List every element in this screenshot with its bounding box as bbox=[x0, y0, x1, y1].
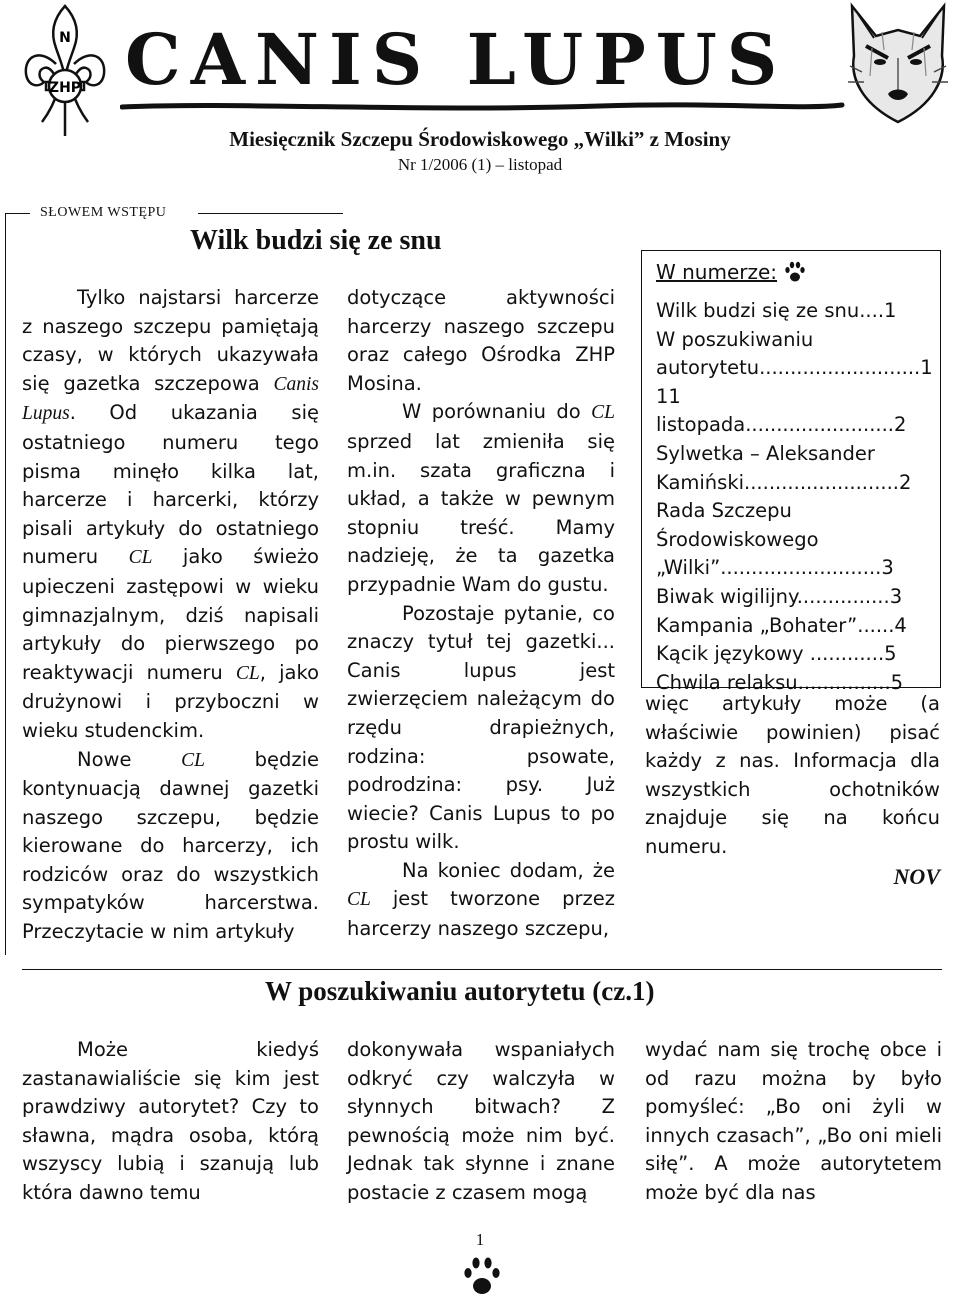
toc-item[interactable]: Rada Szczepu Środowiskowego „Wilki”..........................3 bbox=[656, 499, 894, 580]
text-run: wydać nam się trochę obce i od razu można by było pomyśleć: „Bo oni żyli w innych czasach”, „Bo oni mieli siłę”. A może autorytetem może być dla nas bbox=[645, 1038, 942, 1204]
section-divider bbox=[22, 969, 942, 970]
author-signature: NOV bbox=[893, 864, 940, 889]
text-run: Może kiedyś zastanawialiście się kim jest prawdziwy autorytet? Czy to sławna, mądra osoba, którą wszyscy lubią i szanują lub która dawno temu bbox=[22, 1038, 319, 1204]
text-run: Nowe bbox=[77, 747, 182, 771]
paw-print-icon bbox=[783, 260, 807, 284]
text-run: W porównaniu do bbox=[402, 400, 592, 424]
toc-item[interactable]: W poszukiwaniu autorytetu..........................1 bbox=[656, 327, 933, 380]
toc-item[interactable]: Biwak wigilijny...............3 bbox=[656, 584, 903, 608]
text-run: dokonywała wspaniałych odkryć czy walczyła w słynnych bitwach? Z pewnością może nim być. Jednak tak słynne i znane postacie z czasem mogą bbox=[347, 1038, 615, 1204]
article-column bbox=[22, 1036, 319, 1208]
toc-item[interactable]: Chwila relaksu...............5 bbox=[656, 670, 904, 694]
text-run: CL bbox=[181, 749, 205, 771]
text-run: Tylko najstarsi harcerze z naszego szczepu pamiętają czasy, w których ukazywała się gazetka szczepowa bbox=[22, 286, 319, 395]
text-run: Pozostaje pytanie, co znaczy tytuł tej gazetki... Canis lupus jest zwierzęciem należącym do rzędu drapieżnych, rodzina: psowate, podrodzina: psy. Już wiecie? Canis Lupus to po prostu wilk. bbox=[347, 601, 615, 854]
paw-print-icon bbox=[462, 1254, 502, 1298]
article-column bbox=[645, 1036, 942, 1208]
toc-list bbox=[656, 297, 933, 697]
text-run: CL bbox=[235, 662, 260, 684]
text-run: jest tworzone przez harcerzy naszego szczepu, bbox=[347, 887, 615, 941]
fleur-de-lis-icon bbox=[20, 4, 110, 138]
text-run: Na koniec dodam, że bbox=[402, 858, 615, 882]
frame-line bbox=[198, 213, 343, 214]
toc-item[interactable]: Kącik językowy ............5 bbox=[656, 642, 897, 666]
toc-box bbox=[641, 250, 941, 694]
toc-item[interactable]: Kampania „Bohater”......4 bbox=[656, 613, 907, 637]
section-label: SŁOWEM WSTĘPU bbox=[40, 205, 167, 220]
masthead-underline bbox=[120, 100, 845, 114]
text-run: CL bbox=[347, 889, 371, 911]
masthead-title: CANIS LUPUS bbox=[125, 18, 788, 101]
article-column bbox=[347, 284, 615, 944]
text-run: dotyczące aktywności harcerzy naszego szczepu oraz całego Ośrodka ZHP Mosina. bbox=[347, 286, 615, 395]
wolf-head-icon bbox=[842, 2, 954, 124]
article-column bbox=[22, 284, 319, 947]
toc-item[interactable]: Wilk budzi się ze snu....1 bbox=[656, 299, 897, 322]
text-run: Canis Lupus bbox=[22, 373, 319, 425]
toc-heading bbox=[656, 257, 928, 287]
text-run: CL bbox=[591, 402, 615, 424]
issue-number: Nr 1/2006 (1) – listopad bbox=[397, 155, 563, 174]
emblem-letter: N bbox=[59, 30, 71, 46]
newsletter-subtitle: Miesięcznik Szczepu Środowiskowego „Wilki” z Mosiny bbox=[229, 127, 731, 151]
toc-heading-text: W numerze: bbox=[656, 260, 778, 284]
article-column bbox=[347, 1036, 615, 1208]
text-run: będzie kontynuacją dawnej gazetki naszego szczepu, będzie kierowane do harcerzy, ich rodziców oraz do wszystkich sympatyków harcerstwa. Przeczytacie w nim artykuły bbox=[22, 747, 319, 944]
text-run: CL bbox=[128, 547, 153, 569]
emblem-badge: ZHP bbox=[48, 80, 82, 96]
article-column bbox=[645, 690, 940, 862]
frame-line bbox=[5, 213, 6, 955]
page-number: 1 bbox=[475, 1230, 485, 1249]
text-run: . Od ukazania się ostatniego numeru tego pisma minęło kilka lat, harcerze i harcerki, którzy pisali artykuły do ostatniego numeru bbox=[22, 401, 319, 569]
toc-item[interactable]: Sylwetka – Aleksander Kamiński.........................2 bbox=[656, 441, 912, 494]
toc-item[interactable]: 11 listopada........................2 bbox=[656, 384, 907, 437]
text-run: , jako drużynowi i przyboczni w wieku studenckim. bbox=[22, 660, 320, 742]
frame-line bbox=[5, 213, 30, 214]
text-run: jako świeżo upieczeni zastępowi w wieku gimnazjalnym, dziś napisali artykuły do pierwszego po reaktywacji numeru bbox=[22, 545, 319, 684]
text-run: więc artykuły może (a właściwie powinien) pisać każdy z nas. Informacja dla wszystkich ochotników znajduje się na końcu numeru. bbox=[645, 692, 940, 858]
article-title: Wilk budzi się ze snu bbox=[190, 225, 442, 256]
text-run: sprzed lat zmieniła się m.in. szata graficzna i układ, a także w pewnym stopniu treść. Mamy nadzieję, że ta gazetka przypadnie Wam do gustu. bbox=[347, 429, 615, 596]
article-title: W poszukiwaniu autorytetu (cz.1) bbox=[265, 976, 655, 1006]
